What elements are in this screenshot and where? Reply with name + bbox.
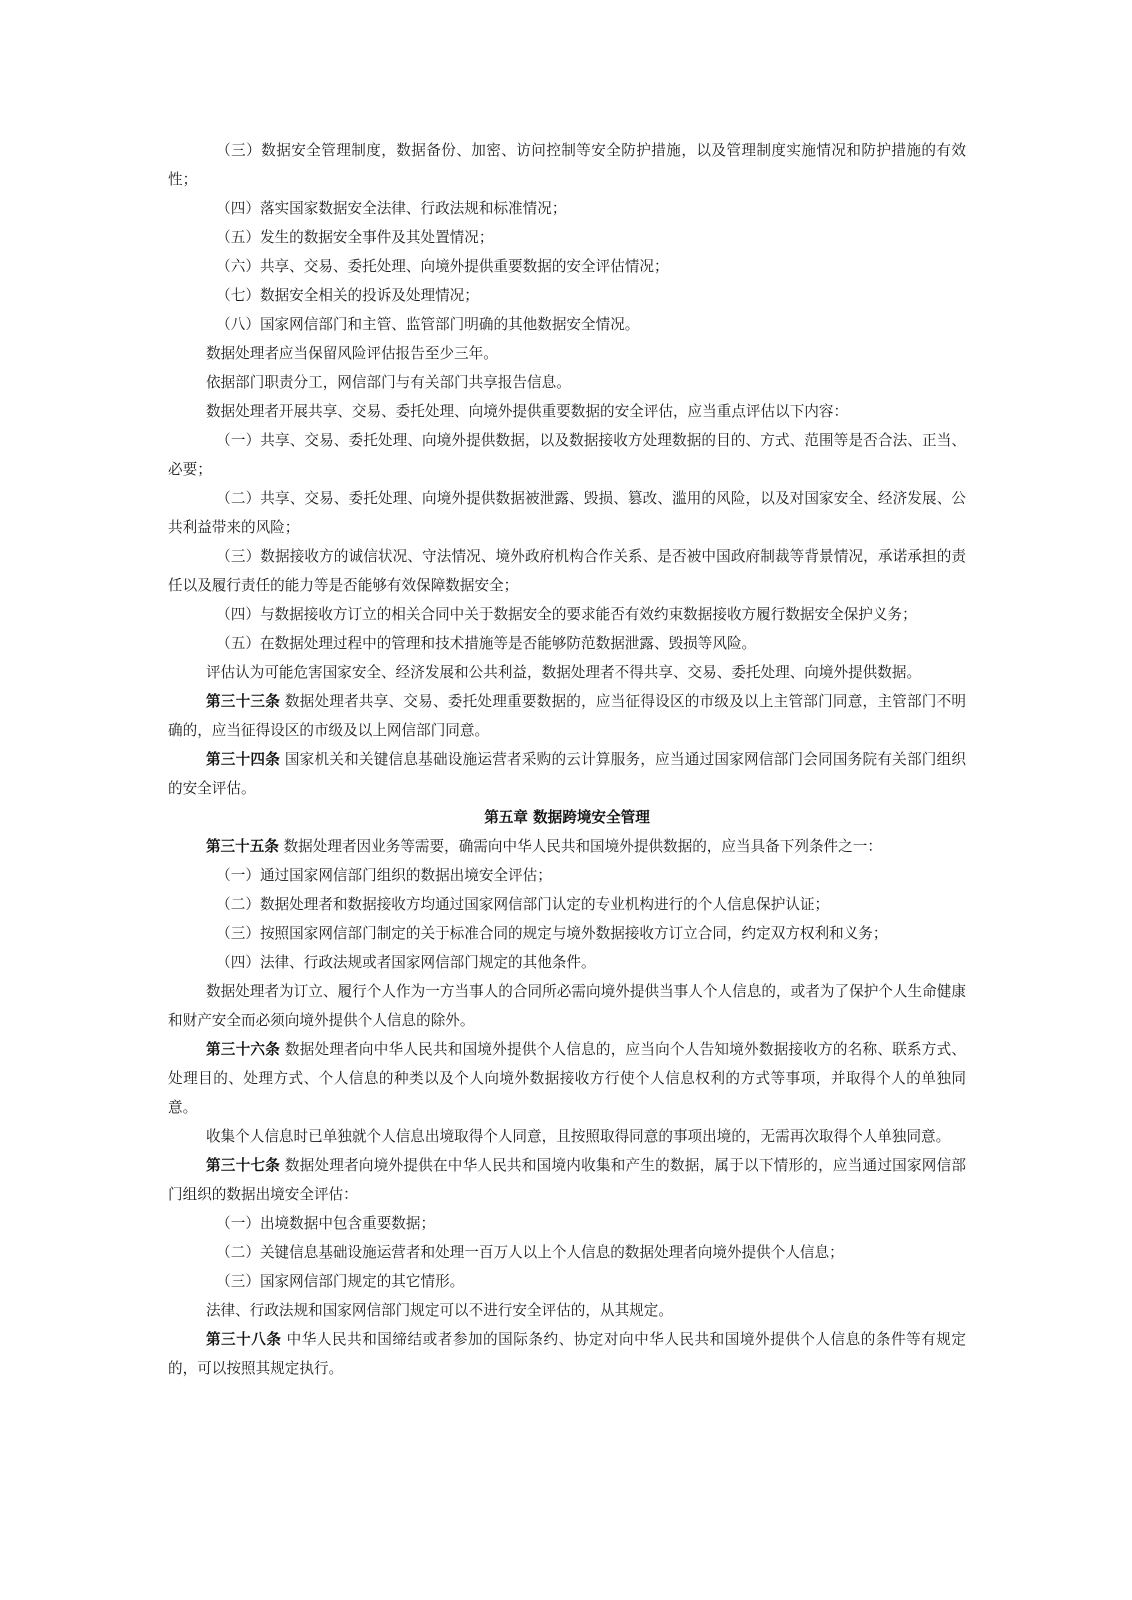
list-item: （二）关键信息基础设施运营者和处理一百万人以上个人信息的数据处理者向境外提供个人信息； bbox=[216, 1244, 844, 1261]
article-text: 数据处理者因业务等需要，确需向中华人民共和国境外提供数据的，应当具备下列条件之一： bbox=[283, 838, 882, 855]
article-label: 第三十四条 bbox=[205, 751, 281, 768]
chapter-heading: 第五章 数据跨境安全管理 bbox=[484, 809, 650, 826]
list-item: （五）发生的数据安全事件及其处置情况； bbox=[216, 229, 494, 246]
article-paragraph bbox=[168, 1151, 966, 1209]
article-label: 第三十五条 bbox=[205, 838, 279, 855]
list-item: （三）数据安全管理制度，数据备份、加密、访问控制等安全防护措施，以及管理制度实施情况和防护措施的有效性； bbox=[168, 142, 966, 188]
list-item: （二）数据处理者和数据接收方均通过国家网信部门认定的专业机构进行的个人信息保护认证； bbox=[216, 896, 830, 913]
body-paragraph: 评估认为可能危害国家安全、经济发展和公共利益，数据处理者不得共享、交易、委托处理、向境外提供数据。 bbox=[205, 664, 922, 681]
document-page bbox=[168, 136, 966, 1383]
list-item: （三）数据接收方的诚信状况、守法情况、境外政府机构合作关系、是否被中国政府制裁等背景情况，承诺承担的责任以及履行责任的能力等是否能够有效保障数据安全； bbox=[168, 548, 966, 594]
article-paragraph bbox=[168, 687, 966, 745]
body-paragraph: 数据处理者为订立、履行个人作为一方当事人的合同所必需向境外提供当事人个人信息的，或者为了保护个人生命健康和财产安全而必须向境外提供个人信息的除外。 bbox=[168, 983, 966, 1029]
article-label: 第三十七条 bbox=[205, 1157, 281, 1174]
article-text: 数据处理者向境外提供在中华人民共和国境内收集和产生的数据，属于以下情形的，应当通过国家网信部门组织的数据出境安全评估： bbox=[168, 1157, 966, 1203]
article-label: 第三十三条 bbox=[205, 693, 281, 710]
list-item: （三）按照国家网信部门制定的关于标准合同的规定与境外数据接收方订立合同，约定双方权利和义务； bbox=[216, 925, 888, 942]
article-text: 中华人民共和国缔结或者参加的国际条约、协定对向中华人民共和国境外提供个人信息的条件等有规定的，可以按照其规定执行。 bbox=[168, 1331, 966, 1377]
list-item: （二）共享、交易、委托处理、向境外提供数据被泄露、毁损、篡改、滥用的风险，以及对国家安全、经济发展、公共利益带来的风险； bbox=[168, 490, 966, 536]
article-paragraph bbox=[168, 1035, 966, 1122]
list-item: （三）国家网信部门规定的其它情形。 bbox=[216, 1273, 465, 1290]
list-item: （一）共享、交易、委托处理、向境外提供数据，以及数据接收方处理数据的目的、方式、范围等是否合法、正当、必要； bbox=[168, 432, 966, 478]
list-item: （四）落实国家数据安全法律、行政法规和标准情况； bbox=[216, 200, 567, 217]
body-paragraph: 数据处理者开展共享、交易、委托处理、向境外提供重要数据的安全评估，应当重点评估以下内容： bbox=[205, 403, 849, 420]
article-paragraph bbox=[168, 745, 966, 803]
body-paragraph: 法律、行政法规和国家网信部门规定可以不进行安全评估的，从其规定。 bbox=[205, 1302, 673, 1319]
article-paragraph bbox=[168, 832, 966, 861]
article-paragraph bbox=[168, 1325, 966, 1383]
list-item: （五）在数据处理过程中的管理和技术措施等是否能够防范数据泄露、毁损等风险。 bbox=[216, 635, 757, 652]
article-text: 数据处理者向中华人民共和国境外提供个人信息的，应当向个人告知境外数据接收方的名称、联系方式、处理目的、处理方式、个人信息的种类以及个人向境外数据接收方行使个人信息权利的方式等事项，并取得个人的单独同意。 bbox=[168, 1041, 966, 1116]
article-label: 第三十八条 bbox=[205, 1331, 282, 1348]
article-label: 第三十六条 bbox=[205, 1041, 281, 1058]
body-paragraph: 依据部门职责分工，网信部门与有关部门共享报告信息。 bbox=[205, 374, 571, 391]
list-item: （一）出境数据中包含重要数据； bbox=[216, 1215, 436, 1232]
body-paragraph: 收集个人信息时已单独就个人信息出境取得个人同意，且按照取得同意的事项出境的，无需再次取得个人单独同意。 bbox=[205, 1128, 951, 1145]
list-item: （四）法律、行政法规或者国家网信部门规定的其他条件。 bbox=[216, 954, 596, 971]
article-text: 数据处理者共享、交易、委托处理重要数据的，应当征得设区的市级及以上主管部门同意，主管部门不明确的，应当征得设区的市级及以上网信部门同意。 bbox=[168, 693, 966, 739]
list-item: （七）数据安全相关的投诉及处理情况； bbox=[216, 287, 479, 304]
body-paragraph: 数据处理者应当保留风险评估报告至少三年。 bbox=[205, 345, 498, 362]
list-item: （一）通过国家网信部门组织的数据出境安全评估； bbox=[216, 867, 552, 884]
article-text: 国家机关和关键信息基础设施运营者采购的云计算服务，应当通过国家网信部门会同国务院有关部门组织的安全评估。 bbox=[168, 751, 966, 797]
list-item: （八）国家网信部门和主管、监管部门明确的其他数据安全情况。 bbox=[216, 316, 640, 333]
list-item: （六）共享、交易、委托处理、向境外提供重要数据的安全评估情况； bbox=[216, 258, 669, 275]
list-item: （四）与数据接收方订立的相关合同中关于数据安全的要求能否有效约束数据接收方履行数据安全保护义务； bbox=[216, 606, 917, 623]
